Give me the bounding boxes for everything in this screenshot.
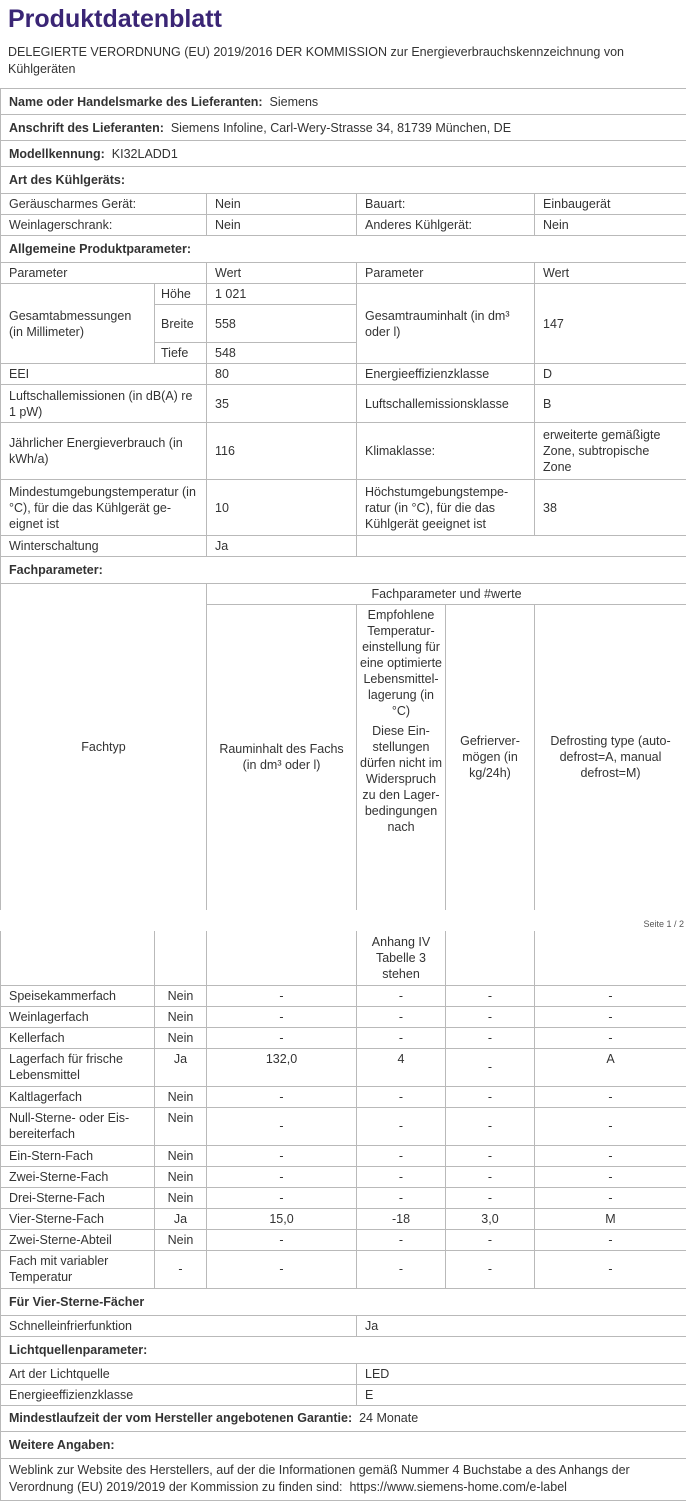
col-freeze-header: Gefriervermögen (in kg/24h) <box>446 605 535 910</box>
compartment-value: - <box>535 1107 686 1145</box>
more-heading-row <box>1 1431 686 1458</box>
col-volume-header: Rauminhalt des Fachs (in dm³ oder l) <box>207 605 357 910</box>
col-temp-header <box>357 605 446 910</box>
general-cell: Luftschallemissionen (in dB(A) re 1 pW) <box>1 385 207 423</box>
col-defrost-header: Defrosting type (auto-defrost=A, manual defrost=M) <box>535 605 686 910</box>
light-heading: Lichtquellenparameter: <box>1 1336 686 1363</box>
document-title: Produktdatenblatt <box>8 2 222 36</box>
four-star-row <box>1 1315 686 1336</box>
compartment-present: Nein <box>155 1086 207 1107</box>
col-temp-header-part1: Empfohlene Temperatureinstellung für eine optimierte Lebensmittellagerung (in °C) <box>360 607 442 719</box>
compartment-row <box>1 1208 686 1229</box>
light-row <box>1 1363 686 1384</box>
compartment-name: Speisekammerfach <box>1 985 155 1006</box>
compartment-rows <box>1 985 686 1288</box>
compartment-value: - <box>207 1250 357 1288</box>
light-label: Art der Lichtquelle <box>1 1363 357 1384</box>
compartment-row <box>1 1145 686 1166</box>
dimension-name: Höhe <box>155 284 207 305</box>
general-cell: erweiterte gemäßigte Zone, subtropische Zone <box>535 423 686 480</box>
compartment-present: - <box>155 1250 207 1288</box>
compartment-name: Kellerfach <box>1 1027 155 1048</box>
compartment-name: Drei-Sterne-Fach <box>1 1187 155 1208</box>
compartment-value: - <box>446 1229 535 1250</box>
type-row <box>1 194 686 215</box>
manufacturer-link[interactable]: https://www.siemens-home.com/e-label <box>349 1480 566 1494</box>
compartment-value: - <box>207 1166 357 1187</box>
compartment-row <box>1 1027 686 1048</box>
compartment-value: - <box>207 1145 357 1166</box>
compartment-value: - <box>446 1086 535 1107</box>
type-row <box>1 215 686 236</box>
compartment-row <box>1 1006 686 1027</box>
compartment-name: Vier-Sterne-Fach <box>1 1208 155 1229</box>
four-star-value: Ja <box>357 1315 686 1336</box>
winter-value: Ja <box>207 536 357 557</box>
general-cell: Jährlicher Energieverbrauch (in kWh/a) <box>1 423 207 480</box>
supplier-value: Siemens <box>270 95 319 109</box>
type-heading-row <box>1 167 686 194</box>
compartment-value: - <box>207 1107 357 1145</box>
supplier-label: Name oder Handelsmarke des Lieferanten: <box>9 95 263 109</box>
compartment-value: - <box>446 985 535 1006</box>
compartment-value: - <box>207 985 357 1006</box>
warranty-row <box>1 1405 686 1431</box>
winter-row <box>1 536 686 557</box>
general-cell: D <box>535 364 686 385</box>
light-heading-row <box>1 1336 686 1363</box>
compartment-present: Nein <box>155 1229 207 1250</box>
compartment-value: - <box>535 1187 686 1208</box>
dimension-name: Tiefe <box>155 343 207 364</box>
compartment-value: - <box>207 1187 357 1208</box>
general-cell: 80 <box>207 364 357 385</box>
model-value: KI32LADD1 <box>112 147 178 161</box>
model-row <box>1 141 686 167</box>
compartment-name: Null-Sterne- oder Eisbereiterfach <box>1 1107 155 1145</box>
type-heading: Art des Kühlgeräts: <box>1 167 686 194</box>
general-cell: Luftschallemissionsklasse <box>357 385 535 423</box>
compartment-value: - <box>446 1250 535 1288</box>
compartment-value: 15,0 <box>207 1208 357 1229</box>
general-cell: EEI <box>1 364 207 385</box>
compartment-present: Nein <box>155 985 207 1006</box>
address-row <box>1 115 686 141</box>
compartment-name: Zwei-Sterne-Fach <box>1 1166 155 1187</box>
compartment-value: - <box>446 1048 535 1086</box>
dimension-name: Breite <box>155 305 207 343</box>
compartment-present: Nein <box>155 1027 207 1048</box>
type-cell: Anderes Kühlgerät: <box>357 215 535 236</box>
compartment-value: - <box>207 1027 357 1048</box>
compartments-heading-row <box>1 557 686 584</box>
compartment-name: Weinlagerfach <box>1 1006 155 1027</box>
compartment-value: -18 <box>357 1208 446 1229</box>
compartment-value: - <box>535 1086 686 1107</box>
compartment-value: - <box>357 1086 446 1107</box>
dimension-value: 558 <box>207 305 357 343</box>
compartment-value: - <box>446 1145 535 1166</box>
compartment-present: Nein <box>155 1166 207 1187</box>
type-cell: Nein <box>207 215 357 236</box>
general-row <box>1 385 686 423</box>
general-cell: B <box>535 385 686 423</box>
type-cell: Weinlagerschrank: <box>1 215 207 236</box>
general-cell: 10 <box>207 480 357 536</box>
compartment-name: Fach mit variabler Temperatur <box>1 1250 155 1288</box>
compartment-value: - <box>446 1107 535 1145</box>
compartment-value: A <box>535 1048 686 1086</box>
compartment-present: Nein <box>155 1187 207 1208</box>
more-heading: Weitere Angaben: <box>1 1431 686 1458</box>
dimension-value: 1 021 <box>207 284 357 305</box>
compartment-value: - <box>357 1187 446 1208</box>
compartment-value: 3,0 <box>446 1208 535 1229</box>
compartment-value: - <box>357 1107 446 1145</box>
compartment-row <box>1 985 686 1006</box>
dimension-row <box>1 284 686 305</box>
page-1-table <box>0 88 686 910</box>
compartment-row <box>1 1086 686 1107</box>
more-row <box>1 1458 686 1500</box>
volume-label: Gesamtrauminhalt (in dm³ oder l) <box>357 284 535 364</box>
compartment-value: - <box>357 1229 446 1250</box>
general-cell: Klimaklasse: <box>357 423 535 480</box>
compartment-value: - <box>446 1166 535 1187</box>
group-header: Fachparameter und #werte <box>207 584 686 605</box>
compartment-value: - <box>535 1250 686 1288</box>
compartment-value: - <box>357 1006 446 1027</box>
address-label: Anschrift des Lieferanten: <box>9 121 164 135</box>
compartment-value: - <box>446 1006 535 1027</box>
compartment-value: - <box>535 985 686 1006</box>
address-value: Siemens Infoline, Carl-Wery-Strasse 34, 81739 München, DE <box>171 121 511 135</box>
compartment-present: Ja <box>155 1048 207 1086</box>
page-2-table <box>0 931 686 1501</box>
general-cell: Höchstumgebungstemperatur (in °C), für die das Kühlgerät geeignet ist <box>357 480 535 536</box>
compartment-value: - <box>535 1027 686 1048</box>
compartment-row <box>1 1229 686 1250</box>
compartment-value: - <box>446 1187 535 1208</box>
type-cell: Geräuscharmes Gerät: <box>1 194 207 215</box>
compartment-present: Nein <box>155 1006 207 1027</box>
general-header-cell: Parameter <box>357 263 535 284</box>
warranty-label: Mindestlaufzeit der vom Hersteller angebotenen Garantie: <box>9 1411 352 1425</box>
four-star-heading: Für Vier-Sterne-Fächer <box>1 1288 686 1315</box>
general-cell: Mindestumgebungstemperatur (in °C), für die das Kühlgerät geeignet ist <box>1 480 207 536</box>
volume-value: 147 <box>535 284 686 364</box>
compartment-name: Kaltlagerfach <box>1 1086 155 1107</box>
compartment-value: - <box>357 1145 446 1166</box>
winter-label: Winterschaltung <box>1 536 207 557</box>
compartment-value: - <box>535 1145 686 1166</box>
model-label: Modellkennung: <box>9 147 105 161</box>
dimension-value: 548 <box>207 343 357 364</box>
compartment-value: - <box>207 1006 357 1027</box>
compartment-value: - <box>207 1086 357 1107</box>
general-row <box>1 364 686 385</box>
regulation-intro: DELEGIERTE VERORDNUNG (EU) 2019/2016 DER KOMMISSION zur Energieverbrauchskennzeichnung von Kühlgeräten <box>8 44 673 78</box>
compartment-row <box>1 1166 686 1187</box>
col-temp-header-part2: Diese Einstellungen dürfen nicht im Widerspruch zu den Lagerbedingungen nach <box>360 723 442 835</box>
general-header-cell: Parameter <box>1 263 207 284</box>
general-cell: Energieeffizienzklasse <box>357 364 535 385</box>
general-cell: 116 <box>207 423 357 480</box>
page-number: Seite 1 / 2 <box>643 916 684 932</box>
compartment-row <box>1 1048 686 1086</box>
more-text: Weblink zur Website des Herstellers, auf der die Informationen gemäß Nummer 4 Buchstabe a des Anhangs der Verordnung (EU) 2019/2019 der Kommission zu finden sind: <box>9 1463 630 1494</box>
general-header-cell: Wert <box>535 263 686 284</box>
compartment-value: - <box>357 1166 446 1187</box>
compartment-value: - <box>535 1166 686 1187</box>
compartments-group-row <box>1 584 686 605</box>
compartment-value: - <box>535 1006 686 1027</box>
compartment-present: Nein <box>155 1107 207 1145</box>
col-temp-header-part3: Anhang IV Tabelle 3 stehen <box>357 931 446 985</box>
general-cell: 35 <box>207 385 357 423</box>
general-heading-row <box>1 236 686 263</box>
compartments-col-header-cont <box>1 931 686 985</box>
compartment-value: - <box>535 1229 686 1250</box>
general-header-cell: Wert <box>207 263 357 284</box>
compartment-value: - <box>446 1027 535 1048</box>
general-row <box>1 423 686 480</box>
type-cell: Nein <box>535 215 686 236</box>
compartment-name: Zwei-Sterne-Abteil <box>1 1229 155 1250</box>
compartment-value: 132,0 <box>207 1048 357 1086</box>
type-cell: Einbaugerät <box>535 194 686 215</box>
compartment-row <box>1 1187 686 1208</box>
fachtyp-header: Fachtyp <box>1 584 207 910</box>
type-cell: Bauart: <box>357 194 535 215</box>
compartment-row <box>1 1250 686 1288</box>
compartment-value: M <box>535 1208 686 1229</box>
compartment-present: Ja <box>155 1208 207 1229</box>
compartment-value: - <box>357 1027 446 1048</box>
compartment-row <box>1 1107 686 1145</box>
compartment-value: - <box>357 985 446 1006</box>
general-row <box>1 480 686 536</box>
compartment-value: - <box>207 1229 357 1250</box>
general-heading: Allgemeine Produktparameter: <box>1 236 686 263</box>
warranty-value: 24 Monate <box>359 1411 418 1425</box>
four-star-label: Schnelleinfrierfunktion <box>1 1315 357 1336</box>
general-header-row <box>1 263 686 284</box>
light-value: E <box>357 1384 686 1405</box>
four-star-heading-row <box>1 1288 686 1315</box>
light-label: Energieeffizienzklasse <box>1 1384 357 1405</box>
compartment-present: Nein <box>155 1145 207 1166</box>
type-cell: Nein <box>207 194 357 215</box>
light-value: LED <box>357 1363 686 1384</box>
compartment-name: Ein-Stern-Fach <box>1 1145 155 1166</box>
dimensions-label: Gesamtabmessungen (in Millimeter) <box>1 284 155 364</box>
compartments-heading: Fachparameter: <box>1 557 686 584</box>
compartment-value: 4 <box>357 1048 446 1086</box>
light-row <box>1 1384 686 1405</box>
supplier-row <box>1 89 686 115</box>
compartment-name: Lagerfach für frische Lebensmittel <box>1 1048 155 1086</box>
general-cell: 38 <box>535 480 686 536</box>
compartment-value: - <box>357 1250 446 1288</box>
